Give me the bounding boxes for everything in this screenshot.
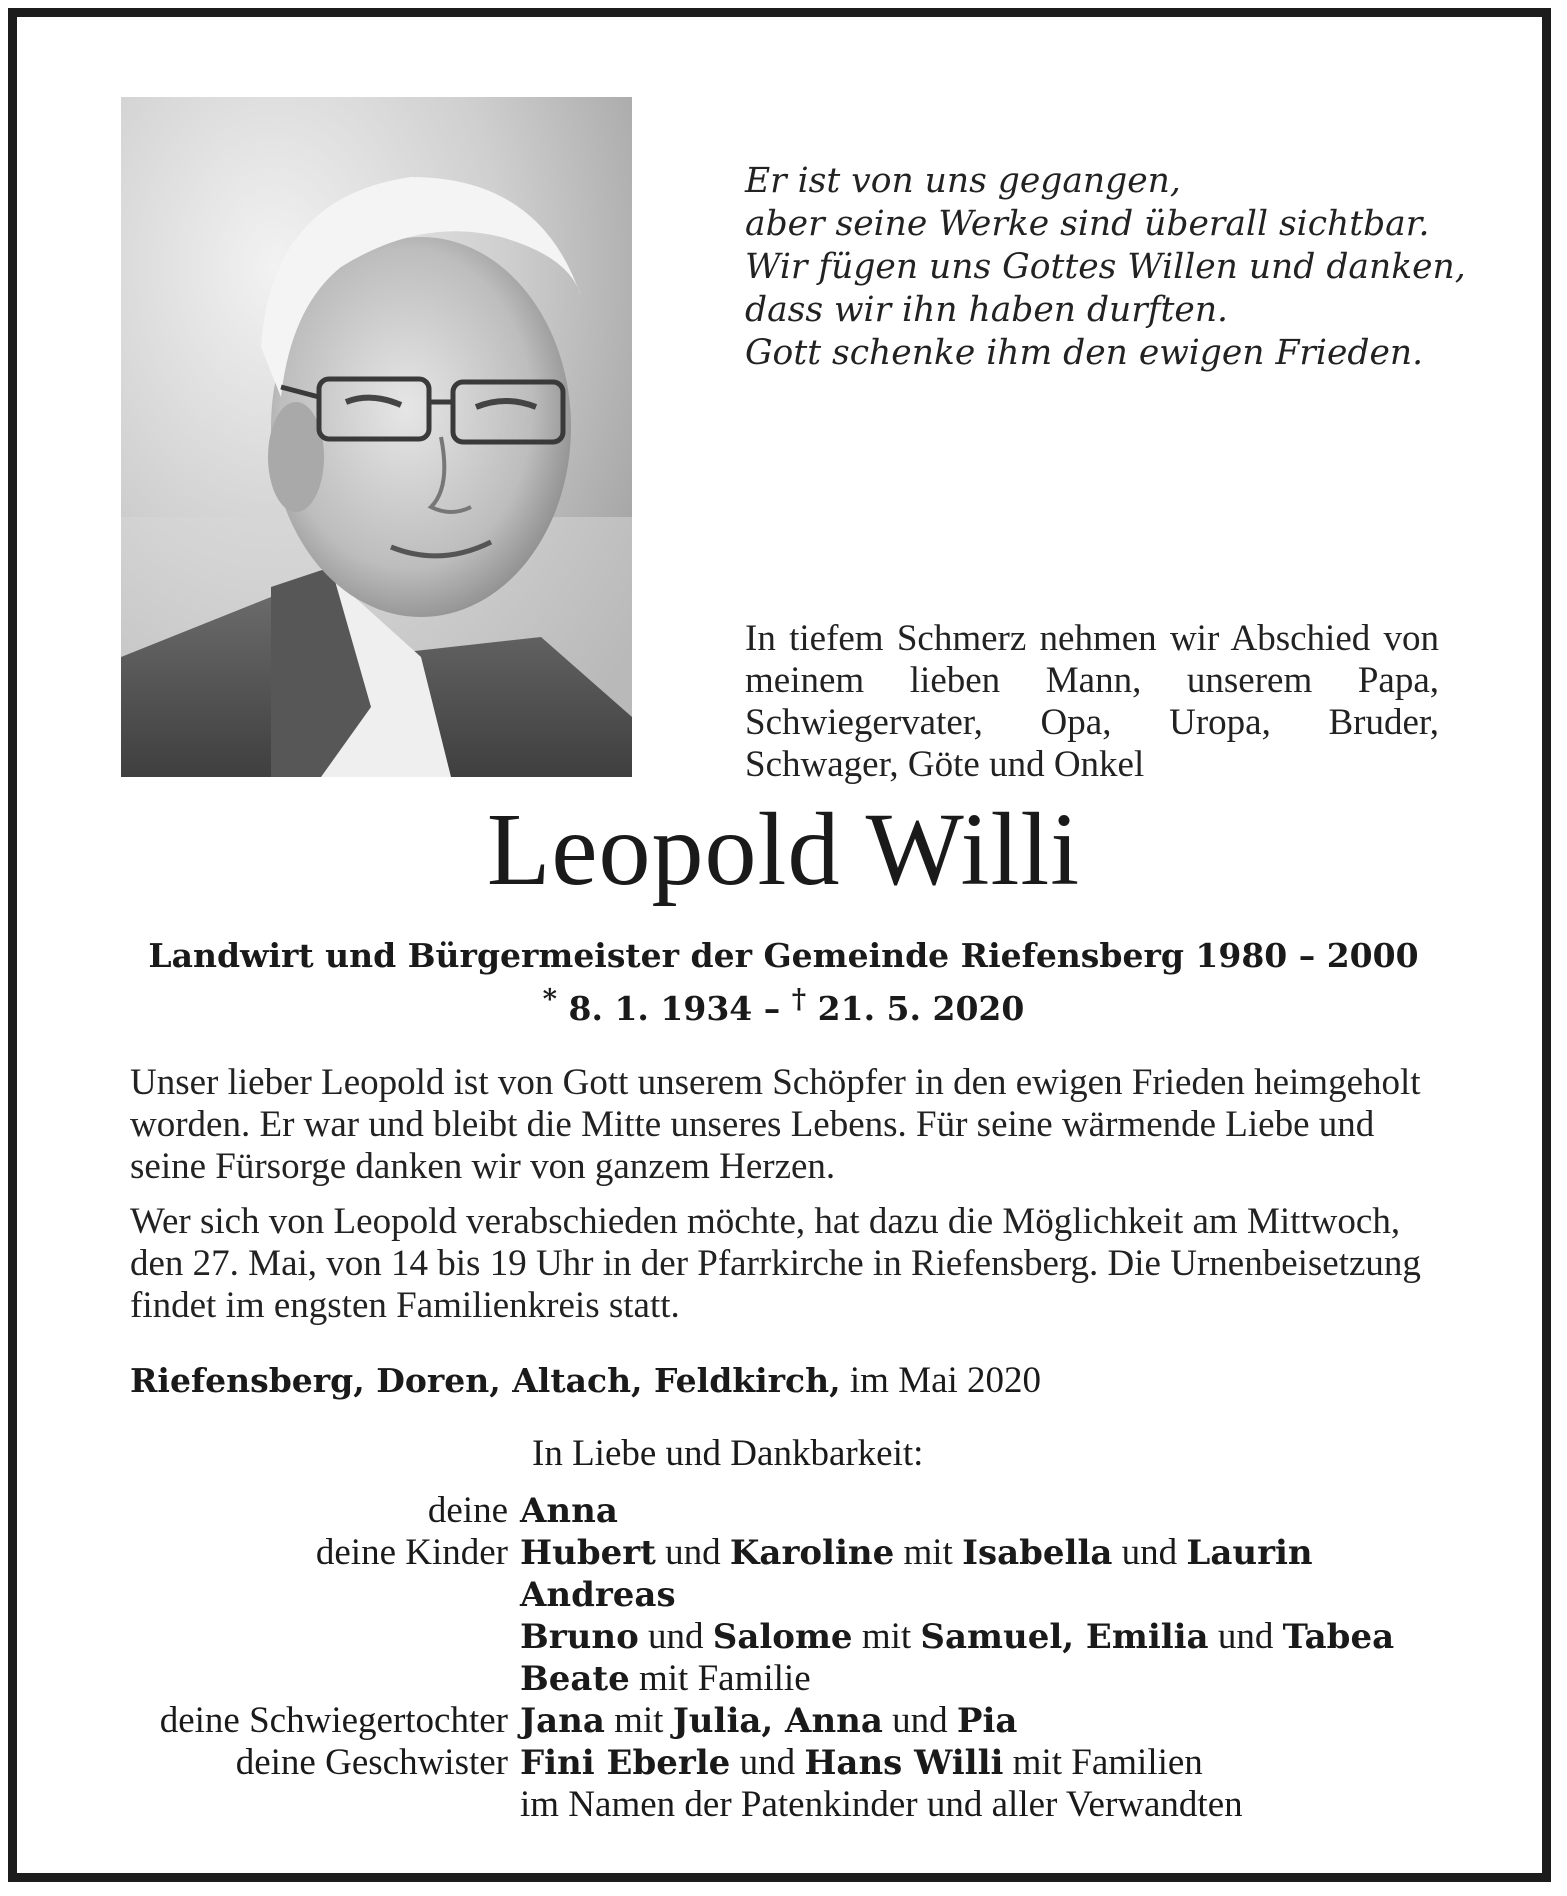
mourner-row	[0, 1700, 1567, 1742]
deceased-role: Landwirt und Bürgermeister der Gemeinde Riefensberg 1980 – 2000	[148, 936, 1419, 975]
mourner-name: Karoline	[729, 1533, 895, 1573]
relation-label: deine Schwiegertochter	[159, 1700, 508, 1741]
connector: mit	[903, 1532, 953, 1573]
memorial-verse	[745, 160, 1465, 375]
mourner-name: Julia, Anna	[672, 1701, 883, 1741]
place-date-line	[130, 1360, 1430, 1402]
mourner-row	[0, 1574, 1567, 1616]
verse-line: Er ist von uns gegangen,	[745, 161, 1181, 201]
mourner-name: Bruno	[520, 1617, 639, 1657]
verse-line: aber seine Werke sind überall sichtbar.	[745, 204, 1430, 244]
portrait-image	[121, 97, 632, 777]
connector: im Namen der Patenkinder und aller Verwandten	[520, 1784, 1243, 1825]
connector: und	[665, 1532, 721, 1573]
connector: und	[1121, 1532, 1178, 1573]
farewell-intro: In tiefem Schmerz nehmen wir Abschied von meinem lieben Mann, unserem Papa, Schwiegervater, Opa, Uropa, Bruder, Schwager, Göte und Onkel	[745, 618, 1439, 785]
mourner-name: Jana	[520, 1701, 605, 1741]
relation-label: deine	[427, 1490, 508, 1531]
mourner-name: Laurin	[1186, 1533, 1313, 1573]
notice-date: im Mai 2020	[849, 1360, 1042, 1401]
verse-line: Wir fügen uns Gottes Willen und danken,	[745, 247, 1466, 287]
connector: mit	[614, 1700, 664, 1741]
mourner-row	[0, 1490, 1567, 1532]
connector: mit Familien	[1012, 1742, 1203, 1783]
signoff: In Liebe und Dankbarkeit:	[532, 1433, 924, 1474]
mourner-name: Andreas	[520, 1575, 676, 1615]
relation-label: deine Kinder	[315, 1532, 508, 1573]
mourner-name: Pia	[956, 1701, 1018, 1741]
verse-line: dass wir ihn haben durften.	[745, 290, 1228, 330]
mourner-row	[0, 1784, 1567, 1826]
mourner-row	[0, 1616, 1567, 1658]
mourner-name: Tabea	[1282, 1617, 1395, 1657]
relation-label: deine Geschwister	[235, 1742, 508, 1783]
portrait-photo	[121, 97, 632, 777]
mourner-name: Fini Eberle	[520, 1743, 731, 1783]
mourner-row	[0, 1532, 1567, 1574]
mourners-list	[0, 1490, 1567, 1826]
mourner-row	[0, 1742, 1567, 1784]
mourner-name: Hans Willi	[804, 1743, 1004, 1783]
mourner-name: Hubert	[520, 1533, 656, 1573]
tribute-paragraph: Unser lieber Leopold ist von Gott unserem Schöpfer in den ewigen Frieden heimgeholt worden. Er war und bleibt die Mitte unseres Lebens. Für seine wärmende Liebe und seine Fürsorge danken wir von ganzem Herzen.	[130, 1062, 1421, 1187]
death-symbol: †	[791, 983, 807, 1015]
mourner-name: Isabella	[962, 1533, 1113, 1573]
connector: mit Familie	[639, 1658, 811, 1699]
viewing-info-paragraph: Wer sich von Leopold verabschieden möchte, hat dazu die Möglichkeit am Mittwoch, den 27. Mai, von 14 bis 19 Uhr in der Pfarrkirche in Riefensberg. Die Urnenbeisetzung findet im engsten Familienkreis statt.	[130, 1201, 1421, 1326]
connector: mit	[861, 1616, 912, 1657]
connector: und	[648, 1616, 704, 1657]
date-dash: –	[763, 989, 781, 1028]
places: Riefensberg, Doren, Altach, Feldkirch,	[130, 1361, 841, 1400]
mourner-name: Samuel, Emilia	[920, 1617, 1209, 1657]
death-date: 21. 5. 2020	[817, 989, 1025, 1028]
mourner-name: Salome	[712, 1617, 853, 1657]
birth-symbol: *	[542, 983, 558, 1015]
deceased-name: Leopold Willi	[486, 792, 1081, 907]
connector: und	[739, 1742, 796, 1783]
verse-line: Gott schenke ihm den ewigen Frieden.	[745, 333, 1424, 373]
mourner-row	[0, 1658, 1567, 1700]
life-dates	[0, 978, 1567, 1030]
connector: und	[892, 1700, 948, 1741]
connector: und	[1217, 1616, 1274, 1657]
birth-date: 8. 1. 1934	[568, 989, 753, 1028]
mourner-name: Beate	[520, 1659, 630, 1699]
mourner-name: Anna	[520, 1491, 618, 1531]
